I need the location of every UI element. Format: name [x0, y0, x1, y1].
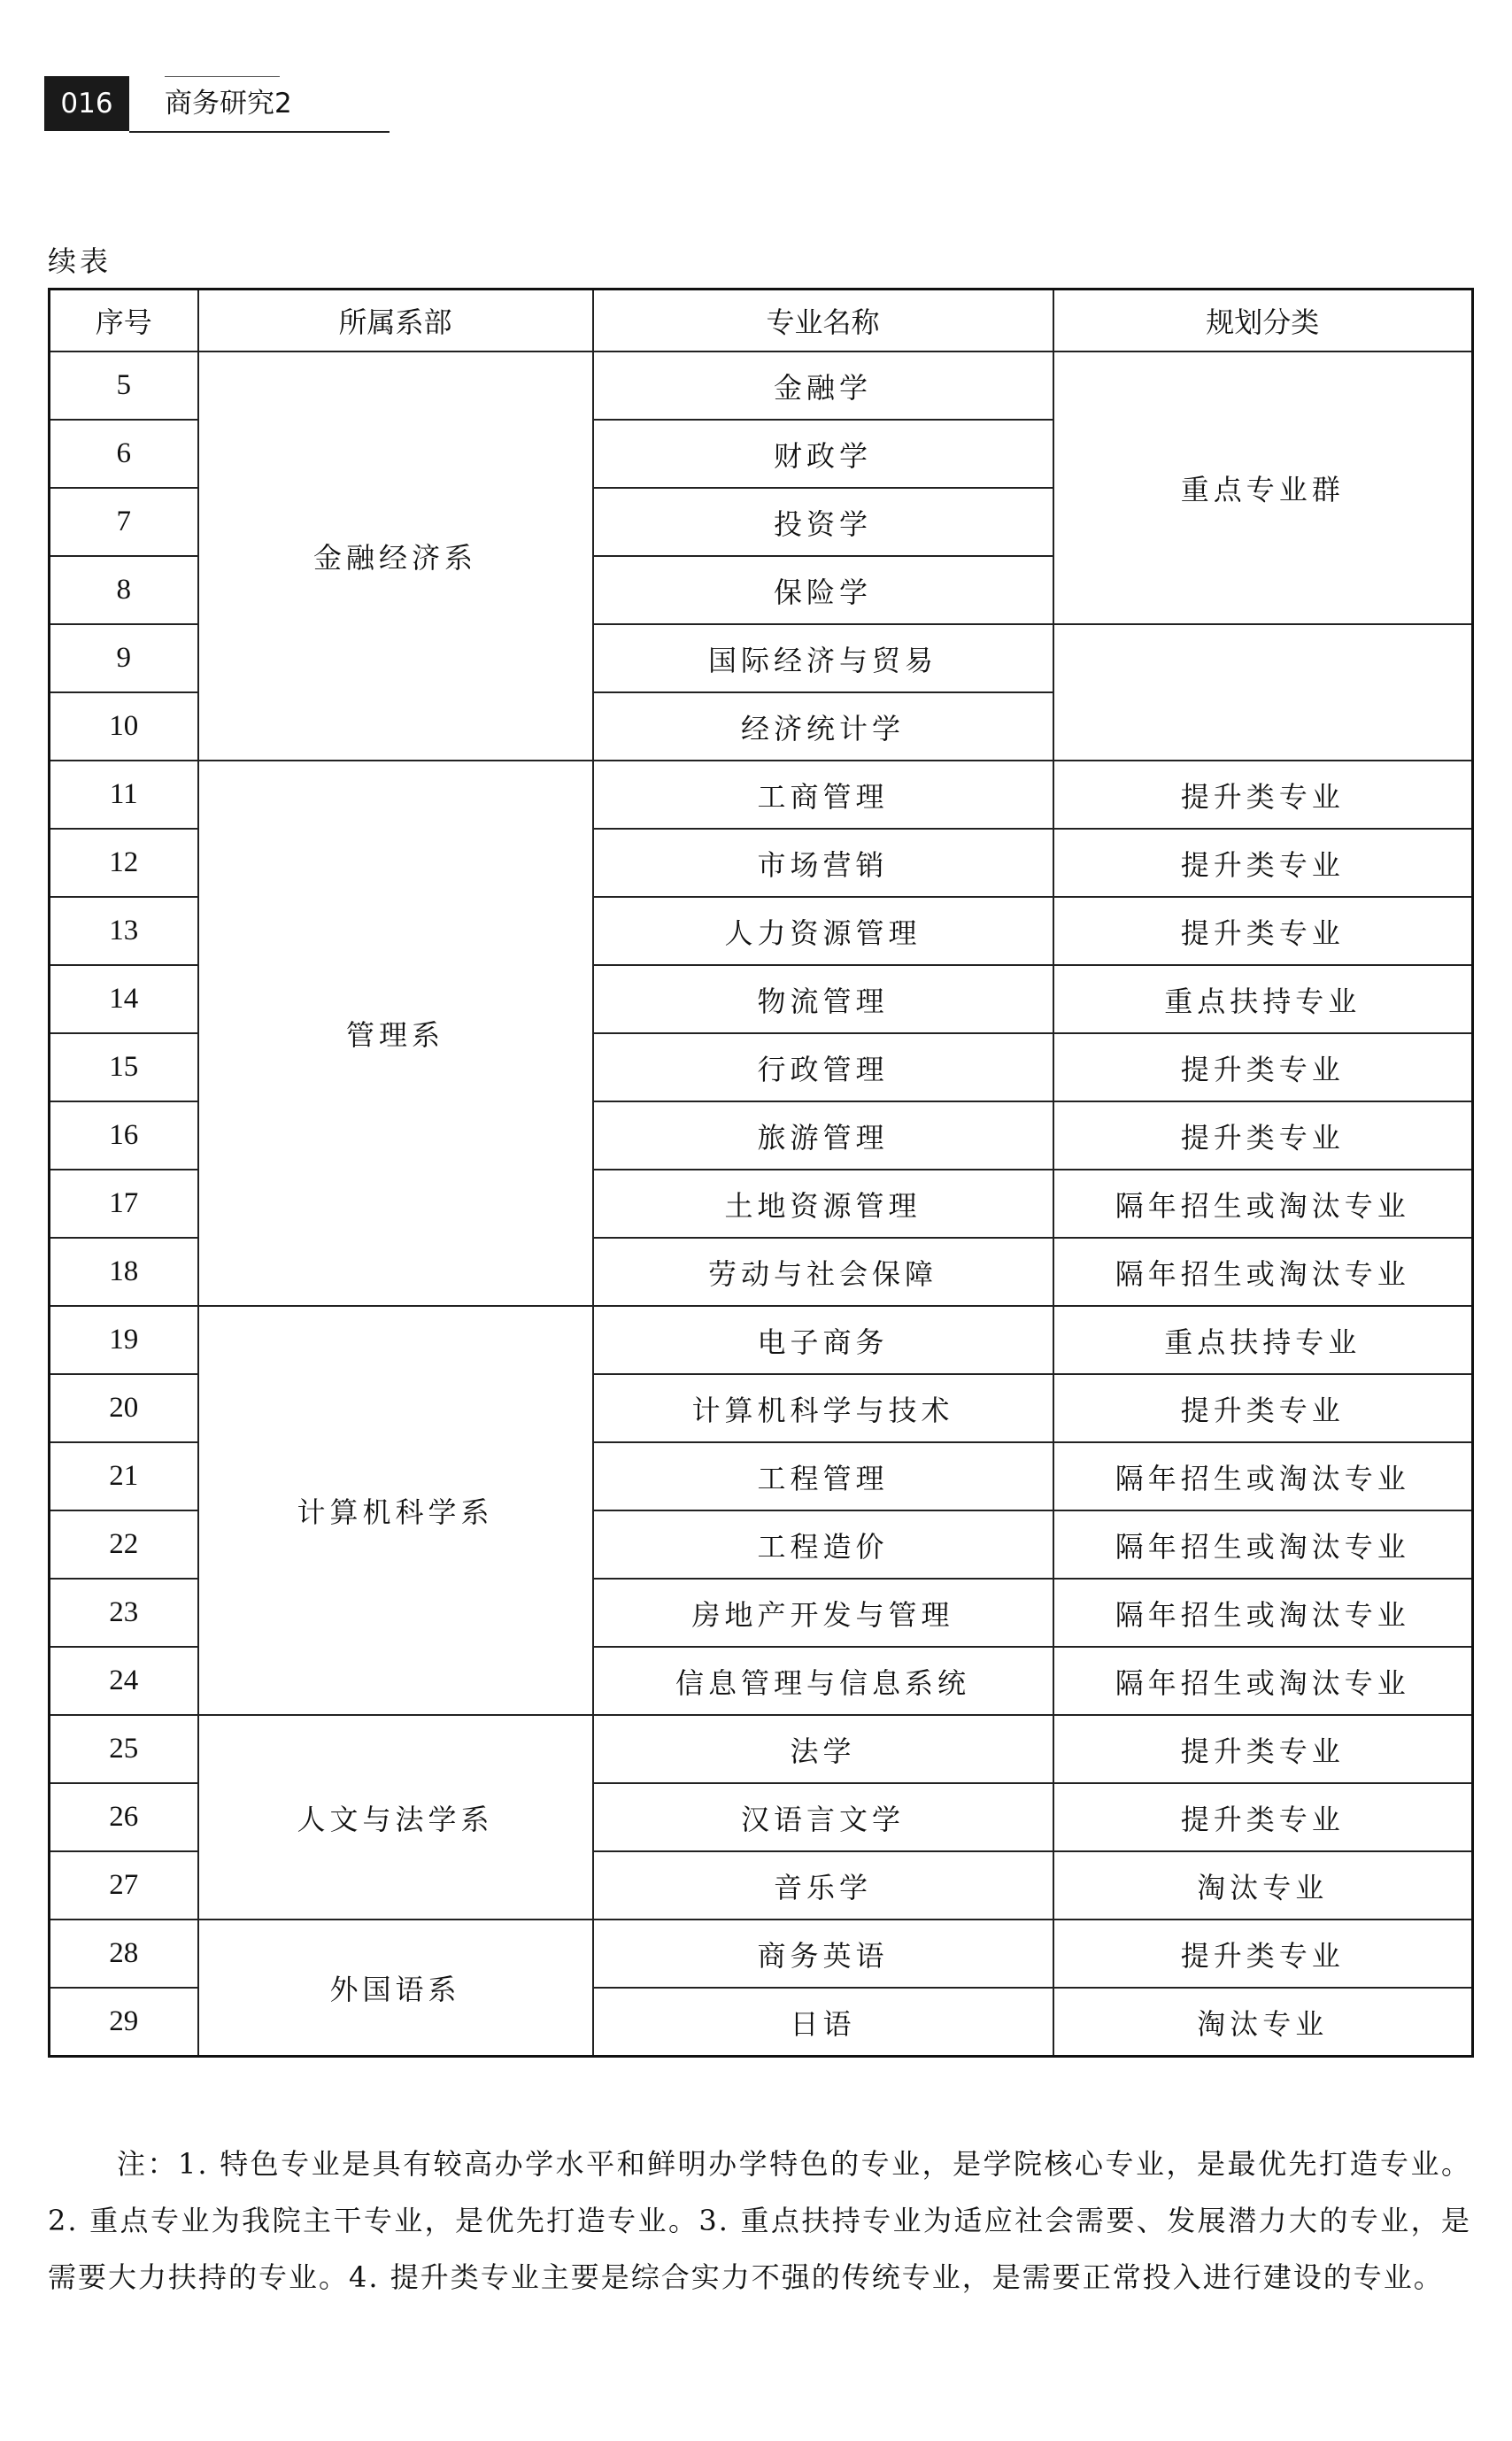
table-row [50, 351, 1473, 420]
row-index: 8 [50, 556, 198, 624]
page-number: 016 [44, 76, 129, 131]
category-cell: 重点扶持专业 [1053, 1306, 1473, 1374]
row-index: 13 [50, 897, 198, 965]
department-cell: 外国语系 [198, 1920, 593, 2057]
major-cell: 工程造价 [593, 1510, 1053, 1579]
major-cell: 商务英语 [593, 1920, 1053, 1988]
major-cell: 汉语言文学 [593, 1783, 1053, 1851]
table-row [50, 1920, 1473, 1988]
row-index: 6 [50, 420, 198, 488]
major-cell: 工商管理 [593, 761, 1053, 829]
category-cell: 隔年招生或淘汰专业 [1053, 1170, 1473, 1238]
category-cell: 提升类专业 [1053, 1783, 1473, 1851]
table-row [50, 1306, 1473, 1374]
row-index: 17 [50, 1170, 198, 1238]
category-cell: 隔年招生或淘汰专业 [1053, 1442, 1473, 1510]
row-index: 5 [50, 351, 198, 420]
row-index: 11 [50, 761, 198, 829]
major-cell: 工程管理 [593, 1442, 1053, 1510]
header-major: 专业名称 [593, 290, 1053, 352]
table-header-row [50, 290, 1473, 352]
major-cell: 金融学 [593, 351, 1053, 420]
row-index: 20 [50, 1374, 198, 1442]
major-cell: 行政管理 [593, 1033, 1053, 1101]
book-title: 商务研究2 [165, 88, 292, 120]
department-cell: 管理系 [198, 761, 593, 1306]
row-index: 10 [50, 692, 198, 761]
row-index: 22 [50, 1510, 198, 1579]
row-index: 18 [50, 1238, 198, 1306]
row-index: 28 [50, 1920, 198, 1988]
category-cell: 隔年招生或淘汰专业 [1053, 1647, 1473, 1715]
category-cell: 提升类专业 [1053, 761, 1473, 829]
row-index: 15 [50, 1033, 198, 1101]
row-index: 16 [50, 1101, 198, 1170]
table-note: 注：1. 特色专业是具有较高办学水平和鲜明办学特色的专业，是学院核心专业，是最优先打造专业。2. 重点专业为我院主干专业，是优先打造专业。3. 重点扶持专业为适应社会需要、发展潜力大的专业，是需要大力扶持的专业。4. 提升类专业主要是综合实力不强的传统专业，是需要正常投入进行建设的专业。 [48, 2147, 1471, 2294]
major-cell: 财政学 [593, 420, 1053, 488]
category-cell: 提升类专业 [1053, 1101, 1473, 1170]
category-cell: 提升类专业 [1053, 897, 1473, 965]
row-index: 24 [50, 1647, 198, 1715]
category-cell-empty [1053, 624, 1473, 761]
header-category: 规划分类 [1053, 290, 1473, 352]
row-index: 9 [50, 624, 198, 692]
row-index: 26 [50, 1783, 198, 1851]
header-index: 序号 [50, 290, 198, 352]
table-row [50, 1715, 1473, 1783]
major-cell: 投资学 [593, 488, 1053, 556]
category-cell: 提升类专业 [1053, 1374, 1473, 1442]
row-index: 27 [50, 1851, 198, 1920]
major-cell: 保险学 [593, 556, 1053, 624]
department-cell: 金融经济系 [198, 351, 593, 761]
major-cell: 国际经济与贸易 [593, 624, 1053, 692]
major-cell: 音乐学 [593, 1851, 1053, 1920]
major-cell: 信息管理与信息系统 [593, 1647, 1053, 1715]
category-cell: 提升类专业 [1053, 1920, 1473, 1988]
major-cell: 旅游管理 [593, 1101, 1053, 1170]
row-index: 14 [50, 965, 198, 1033]
category-cell: 淘汰专业 [1053, 1851, 1473, 1920]
row-index: 23 [50, 1579, 198, 1647]
category-cell: 提升类专业 [1053, 1715, 1473, 1783]
category-cell: 重点专业群 [1053, 351, 1473, 624]
major-cell: 计算机科学与技术 [593, 1374, 1053, 1442]
table-row [50, 761, 1473, 829]
major-cell: 经济统计学 [593, 692, 1053, 761]
category-cell: 隔年招生或淘汰专业 [1053, 1510, 1473, 1579]
majors-table [48, 288, 1474, 2058]
major-cell: 法学 [593, 1715, 1053, 1783]
category-cell: 隔年招生或淘汰专业 [1053, 1579, 1473, 1647]
department-cell: 人文与法学系 [198, 1715, 593, 1920]
major-cell: 日语 [593, 1988, 1053, 2057]
major-cell: 人力资源管理 [593, 897, 1053, 965]
header-department: 所属系部 [198, 290, 593, 352]
major-cell: 物流管理 [593, 965, 1053, 1033]
row-index: 29 [50, 1988, 198, 2057]
row-index: 7 [50, 488, 198, 556]
header-rule [129, 131, 390, 133]
major-cell: 电子商务 [593, 1306, 1053, 1374]
category-cell: 淘汰专业 [1053, 1988, 1473, 2057]
category-cell: 提升类专业 [1053, 829, 1473, 897]
major-cell: 土地资源管理 [593, 1170, 1053, 1238]
department-cell: 计算机科学系 [198, 1306, 593, 1715]
page-header [44, 76, 390, 135]
major-cell: 房地产开发与管理 [593, 1579, 1053, 1647]
row-index: 12 [50, 829, 198, 897]
row-index: 19 [50, 1306, 198, 1374]
table-caption: 续表 [48, 244, 112, 278]
major-cell: 劳动与社会保障 [593, 1238, 1053, 1306]
major-cell: 市场营销 [593, 829, 1053, 897]
category-cell: 提升类专业 [1053, 1033, 1473, 1101]
row-index: 25 [50, 1715, 198, 1783]
category-cell: 隔年招生或淘汰专业 [1053, 1238, 1473, 1306]
row-index: 21 [50, 1442, 198, 1510]
category-cell: 重点扶持专业 [1053, 965, 1473, 1033]
